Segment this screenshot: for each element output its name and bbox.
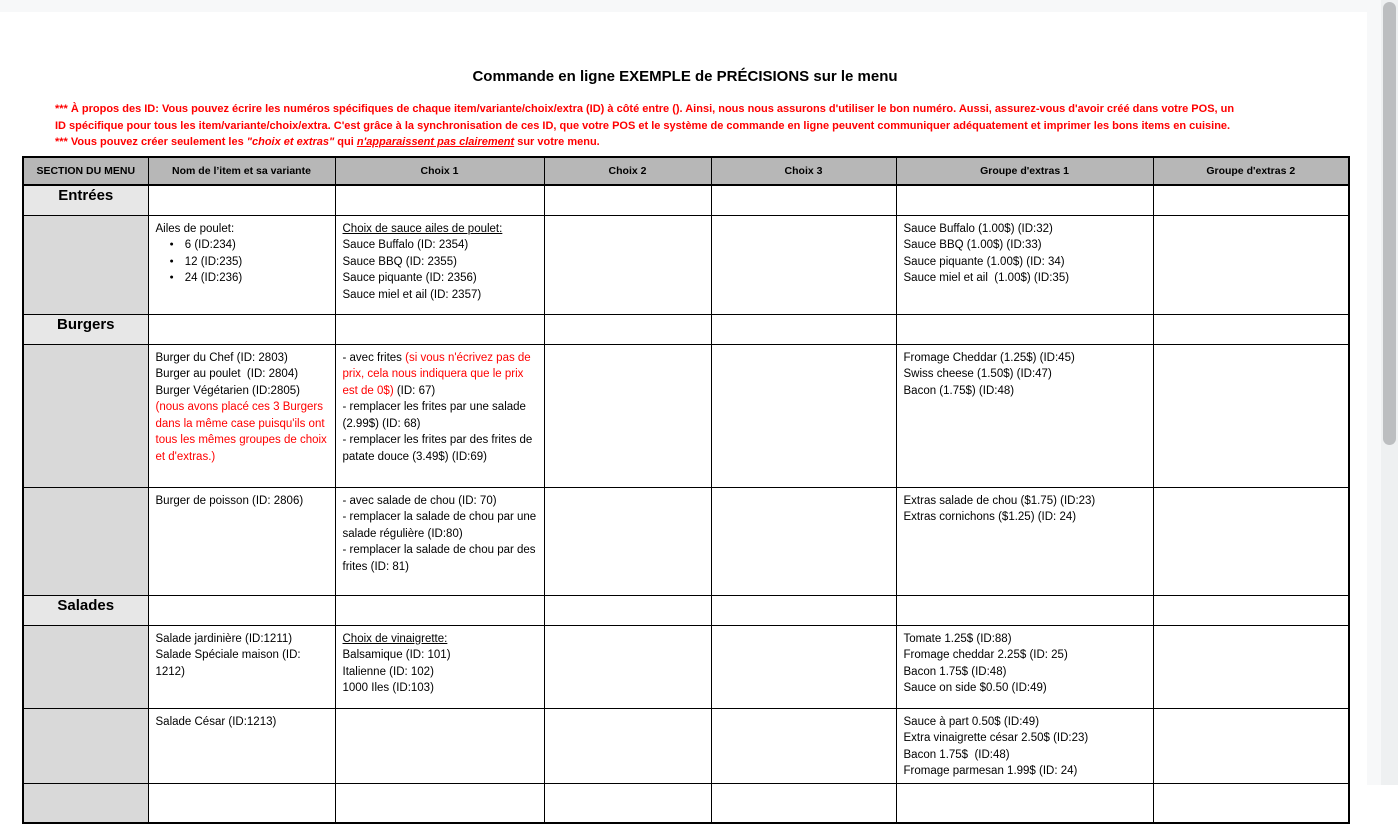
text-run: Balsamique (ID: 101) <box>342 649 451 661</box>
cell-line <box>343 237 538 254</box>
text-run: 1000 Iles (ID:103) <box>342 682 434 694</box>
text-run: Extras cornichons ($1.25) (ID: 24) <box>903 511 1077 523</box>
cell-choix2 <box>544 215 711 314</box>
text-run: - remplacer la salade de chou par une salade régulière (ID:80) <box>342 511 540 540</box>
scrollbar-thumb[interactable] <box>1383 2 1396 445</box>
text-run: (ID: 67) <box>393 384 436 397</box>
text-run: sur votre menu. <box>514 136 600 148</box>
text-run: Choix de vinaigrette: <box>342 632 448 645</box>
cell-extras1 <box>896 185 1153 215</box>
text-run: Sauce miel et ail (ID: 2357) <box>342 288 482 301</box>
cell-choix1 <box>335 185 544 215</box>
cell-line <box>904 237 1147 254</box>
text-run: Sauce miel et ail (1.00$) (ID:35) <box>903 272 1070 284</box>
cell-line <box>343 399 538 432</box>
cell-line <box>156 493 329 510</box>
cell-extras1 <box>896 344 1153 487</box>
cell-line <box>343 509 538 542</box>
column-header-4: Choix 3 <box>711 157 896 185</box>
text-run: qui <box>337 136 357 148</box>
cell-extras1 <box>896 625 1153 708</box>
cell-choix2 <box>544 314 711 344</box>
text-run: Bacon 1.75$ (ID:48) <box>903 665 1007 678</box>
section-spacer-cell <box>23 344 148 487</box>
cell-line <box>904 714 1147 731</box>
section-label-cell: Burgers <box>23 314 148 344</box>
menu-item-row <box>23 783 1349 823</box>
text-run: - remplacer la salade de chou par des frites (ID: 81) <box>342 544 539 573</box>
cell-choix3 <box>711 314 896 344</box>
cell-line <box>904 647 1147 664</box>
note-line <box>55 101 1315 118</box>
menu-precisions-table <box>22 156 1350 824</box>
column-header-2: Choix 1 <box>335 157 544 185</box>
cell-nom <box>148 595 335 625</box>
cell-extras2 <box>1153 487 1349 595</box>
page-right-gutter <box>1367 0 1381 785</box>
note-line <box>55 134 1315 151</box>
column-header-6: Groupe d'extras 2 <box>1153 157 1349 185</box>
cell-line <box>904 383 1147 400</box>
window-top-gutter <box>0 0 1398 12</box>
cell-choix3 <box>711 344 896 487</box>
text-run: ● 24 (ID:236) <box>184 272 243 284</box>
text-run: *** À propos des ID: Vous pouvez écrire les numéros spécifiques de chaque item/variante/choix/extra (ID) à côté entre (). Ainsi, nous nous assurons d'utiliser le bon numéro. Aussi, assurez-vous d'avoir créé dans votre POS, un <box>55 103 1235 115</box>
cell-line <box>904 350 1147 367</box>
text-run: Extras salade de chou ($1.75) (ID:23) <box>903 494 1096 507</box>
cell-line <box>343 542 538 575</box>
cell-choix2 <box>544 783 711 823</box>
cell-extras1 <box>896 708 1153 783</box>
menu-item-row <box>23 215 1349 314</box>
text-run: Tomate 1.25$ (ID:88) <box>903 632 1012 645</box>
cell-choix1 <box>335 215 544 314</box>
id-instructions-note <box>55 101 1315 151</box>
cell-line <box>343 493 538 510</box>
cell-line <box>904 509 1147 526</box>
text-run: Sauce BBQ (1.00$) (ID:33) <box>903 239 1042 251</box>
cell-choix2 <box>544 708 711 783</box>
cell-choix3 <box>711 185 896 215</box>
cell-line <box>904 631 1147 648</box>
menu-item-row <box>23 708 1349 783</box>
cell-line <box>156 631 329 648</box>
text-run: Sauce Buffalo (1.00$) (ID:32) <box>903 222 1053 235</box>
text-run: ● 6 (ID:234) <box>184 239 236 251</box>
section-row <box>23 314 1349 344</box>
text-run: Sauce BBQ (ID: 2355) <box>342 255 457 268</box>
text-run: - avec frites <box>342 351 406 364</box>
text-run: Fromage cheddar 2.25$ (ID: 25) <box>903 649 1068 661</box>
cell-line <box>904 493 1147 510</box>
menu-item-row <box>23 487 1349 595</box>
text-run: ● 12 (ID:235) <box>184 255 243 268</box>
cell-line <box>343 287 538 304</box>
bullet-line <box>156 254 329 271</box>
cell-extras2 <box>1153 185 1349 215</box>
text-run: Sauce on side $0.50 (ID:49) <box>903 682 1047 694</box>
cell-line <box>904 747 1147 764</box>
cell-line <box>904 221 1147 238</box>
cell-extras2 <box>1153 215 1349 314</box>
cell-line <box>343 432 538 465</box>
cell-line <box>343 631 538 648</box>
text-run: Fromage parmesan 1.99$ (ID: 24) <box>903 765 1078 777</box>
cell-extras1 <box>896 314 1153 344</box>
cell-nom <box>148 625 335 708</box>
cell-choix3 <box>711 708 896 783</box>
cell-line <box>343 647 538 664</box>
section-spacer-cell <box>23 783 148 823</box>
cell-extras2 <box>1153 314 1349 344</box>
cell-line <box>343 664 538 681</box>
section-row <box>23 595 1349 625</box>
cell-line <box>904 730 1147 747</box>
cell-choix3 <box>711 595 896 625</box>
cell-choix3 <box>711 215 896 314</box>
note-line <box>55 118 1315 135</box>
section-spacer-cell <box>23 708 148 783</box>
cell-choix3 <box>711 783 896 823</box>
text-run: Sauce piquante (ID: 2356) <box>342 272 477 284</box>
cell-line <box>343 270 538 287</box>
cell-nom <box>148 314 335 344</box>
section-row <box>23 185 1349 215</box>
cell-choix2 <box>544 185 711 215</box>
cell-line <box>904 680 1147 697</box>
text-run: Italienne (ID: 102) <box>342 665 434 678</box>
cell-line <box>904 270 1147 287</box>
cell-extras1 <box>896 595 1153 625</box>
text-run: Extra vinaigrette césar 2.50$ (ID:23) <box>903 732 1089 744</box>
text-run: - remplacer les frites par des frites de patate douce (3.49$) (ID:69) <box>342 434 536 463</box>
menu-item-row <box>23 344 1349 487</box>
cell-nom <box>148 215 335 314</box>
cell-line <box>156 366 329 383</box>
text-run: - avec salade de chou (ID: 70) <box>342 494 497 507</box>
text-run: Choix de sauce ailes de poulet: <box>342 222 503 235</box>
bullet-line <box>156 270 329 287</box>
text-run: - remplacer les frites par une salade (2.99$) (ID: 68) <box>342 401 530 430</box>
cell-extras2 <box>1153 344 1349 487</box>
column-header-1: Nom de l’item et sa variante <box>148 157 335 185</box>
cell-line <box>156 221 329 238</box>
cell-choix1 <box>335 487 544 595</box>
text-run: Salade Spéciale maison (ID: 1212) <box>155 649 304 678</box>
cell-line <box>156 647 329 680</box>
text-run: Bacon (1.75$) (ID:48) <box>903 384 1015 397</box>
cell-nom <box>148 185 335 215</box>
cell-line <box>904 664 1147 681</box>
cell-nom <box>148 783 335 823</box>
text-run: (si vous n'écrivez pas de prix, cela nous indiquera que le prix est de 0$) <box>342 351 534 397</box>
text-run: Sauce à part 0.50$ (ID:49) <box>903 715 1040 728</box>
cell-choix1 <box>335 625 544 708</box>
cell-extras2 <box>1153 625 1349 708</box>
cell-choix1 <box>335 783 544 823</box>
cell-line <box>156 399 329 465</box>
text-run: Burger de poisson (ID: 2806) <box>155 494 304 507</box>
cell-line <box>156 350 329 367</box>
cell-choix1 <box>335 314 544 344</box>
cell-choix2 <box>544 595 711 625</box>
cell-line <box>156 383 329 400</box>
text-run: (nous avons placé ces 3 Burgers dans la même case puisqu'ils ont tous les mêmes groupes de choix et d'extras.) <box>155 401 331 463</box>
cell-line <box>343 680 538 697</box>
cell-extras1 <box>896 487 1153 595</box>
cell-nom <box>148 344 335 487</box>
cell-nom <box>148 708 335 783</box>
text-run: Sauce piquante (1.00$) (ID: 34) <box>903 255 1065 268</box>
section-spacer-cell <box>23 625 148 708</box>
cell-line <box>343 350 538 400</box>
cell-choix1 <box>335 595 544 625</box>
cell-extras2 <box>1153 708 1349 783</box>
cell-extras2 <box>1153 783 1349 823</box>
menu-item-row <box>23 625 1349 708</box>
cell-choix2 <box>544 487 711 595</box>
text-run: Fromage Cheddar (1.25$) (ID:45) <box>903 351 1075 364</box>
text-run: Burger Végétarien (ID:2805) <box>155 384 300 397</box>
section-label-cell: Entrées <box>23 185 148 215</box>
bullet-line <box>156 237 329 254</box>
text-run: Burger du Chef (ID: 2803) <box>155 351 288 364</box>
page-title: Commande en ligne EXEMPLE de PRÉCISIONS sur le menu <box>472 68 898 85</box>
text-run: Bacon 1.75$ (ID:48) <box>903 748 1010 761</box>
table-header-row <box>23 157 1349 185</box>
cell-line <box>904 254 1147 271</box>
column-header-0: SECTION DU MENU <box>23 157 148 185</box>
text-run: Burger au poulet (ID: 2804) <box>155 368 299 380</box>
section-spacer-cell <box>23 215 148 314</box>
cell-choix1 <box>335 708 544 783</box>
cell-choix2 <box>544 625 711 708</box>
text-run: Salade jardinière (ID:1211) <box>155 632 293 645</box>
text-run: "choix et extras" <box>246 136 338 148</box>
scrollbar-track[interactable] <box>1381 0 1398 785</box>
cell-choix3 <box>711 487 896 595</box>
text-run: n'apparaissent pas clairement <box>356 136 515 148</box>
text-run: Sauce Buffalo (ID: 2354) <box>342 239 469 251</box>
text-run: *** Vous pouvez créer seulement les <box>55 136 247 148</box>
cell-choix3 <box>711 625 896 708</box>
cell-nom <box>148 487 335 595</box>
text-run: Salade César (ID:1213) <box>155 715 277 728</box>
cell-line <box>343 254 538 271</box>
cell-choix1 <box>335 344 544 487</box>
text-run: Ailes de poulet: <box>155 222 235 235</box>
text-run: ID spécifique pour tous les item/variante/choix/extra. C'est grâce à la synchronisation de ces ID, que votre POS et le système de commande en ligne peuvent communiquer adéquatement et imprimer les bons items en cuisine. <box>55 119 1231 132</box>
section-spacer-cell <box>23 487 148 595</box>
cell-line <box>343 221 538 238</box>
cell-extras1 <box>896 215 1153 314</box>
cell-choix2 <box>544 344 711 487</box>
cell-line <box>156 714 329 731</box>
column-header-3: Choix 2 <box>544 157 711 185</box>
cell-extras2 <box>1153 595 1349 625</box>
column-header-5: Groupe d'extras 1 <box>896 157 1153 185</box>
cell-extras1 <box>896 783 1153 823</box>
cell-line <box>904 366 1147 383</box>
text-run: Swiss cheese (1.50$) (ID:47) <box>903 368 1052 380</box>
cell-line <box>904 763 1147 780</box>
section-label-cell: Salades <box>23 595 148 625</box>
